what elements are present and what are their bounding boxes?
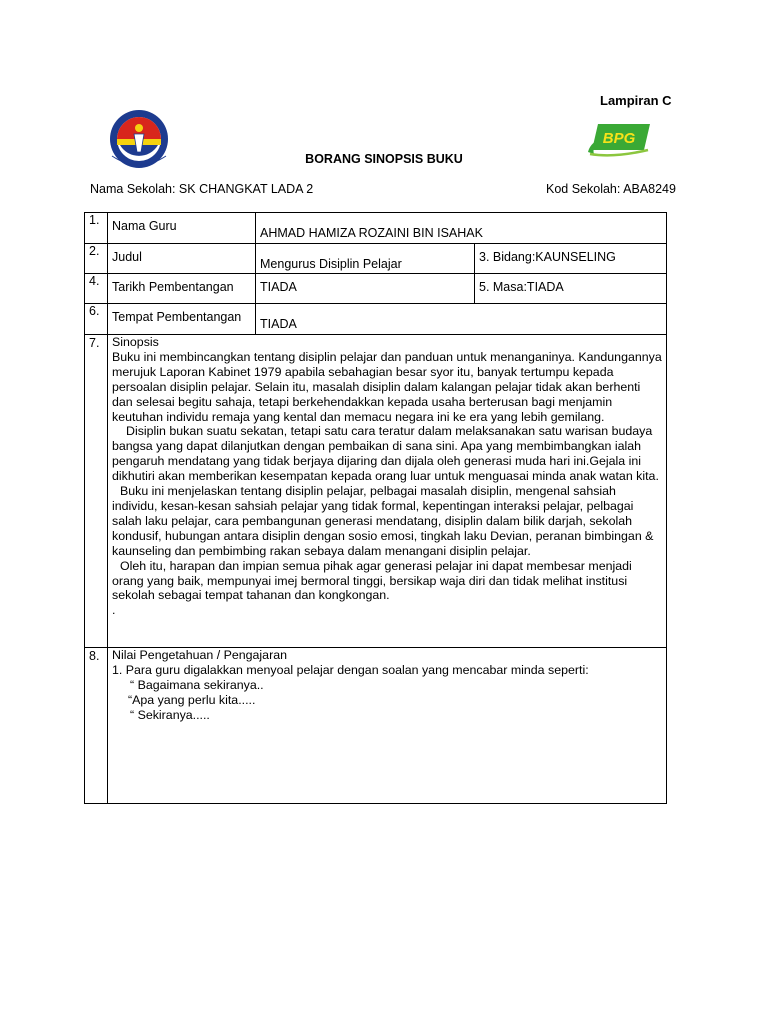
row-knowledge-values: [85, 648, 667, 804]
lampiran-label: Lampiran C: [600, 93, 672, 108]
row-number: 7.: [85, 335, 108, 648]
row-label: Tempat Pembentangan: [112, 310, 242, 324]
synopsis-label: Sinopsis: [112, 335, 159, 349]
date-value: TIADA: [260, 280, 297, 294]
row-presentation-place: [85, 304, 667, 335]
place-value: TIADA: [260, 317, 297, 331]
school-name: Nama Sekolah: SK CHANGKAT LADA 2: [90, 182, 314, 196]
field-value: 3. Bidang:KAUNSELING: [479, 250, 616, 264]
row-presentation-date: [85, 274, 667, 304]
row-label: Tarikh Pembentangan: [112, 280, 234, 294]
question-2: “Apa yang perlu kita.....: [128, 692, 256, 707]
row-number: 2.: [85, 244, 108, 274]
row-number: 1.: [85, 213, 108, 244]
question-1: “ Bagaimana sekiranya..: [130, 677, 264, 692]
synopsis-paragraph-2: Disiplin bukan suatu sekatan, tetapi satu cara teratur dalam melaksanakan satu warisan budaya bangsa yang dapat dilanjutkan dengan pembaikan di sana sini. Apa yang membimbangkan ialah pengaruh mendatang yang tidak berjaya dijaring dan dijala oleh generasi muda hari ini.Gejala ini dikhutiri akan memberikan kesempatan kepada orang luar untuk menguasai minda anak watan kita.: [112, 424, 659, 484]
synopsis-paragraph-3: Buku ini menjelaskan tentang disiplin pelajar, pelbagai masalah disiplin, mengenal sahsiah individu, kesan-kesan sahsiah pelajar yang tidak formal, kepentingan interaksi pelajar, pelbagai salah laku pelajar, cara pembangunan generasi mendatang, disiplin dalam bilik darjah, sekolah kondusif, hubungan antara disiplin dengan sosio emosi, tingkah laku Devian, peranan bimbingan & kaunseling dan pembimbing rakan sebaya dalam menangani disiplin pelajar.: [112, 484, 654, 558]
row-synopsis: [85, 335, 667, 648]
question-3: “ Sekiranya.....: [130, 707, 210, 722]
form-title: BORANG SINOPSIS BUKU: [305, 152, 463, 166]
row-title: [85, 244, 667, 274]
row-number: 4.: [85, 274, 108, 304]
synopsis-paragraph-1: Buku ini membincangkan tentang disiplin pelajar dan panduan untuk menanganinya. Kandungannya merujuk Laporan Kabinet 1979 apabila sebahagian besar syor itu, banyak tertumpu kepada persoalan disiplin pelajar. Selain itu, masalah disiplin dalam kalangan pelajar tidak akan berhenti dan selesai begitu sahaja, tetapi berkehendakkan kepada usaha berterusan bagi menjamin keutuhan individu remaja yang kental dan memacu negara ini ke era yang lebih gemilang.: [112, 349, 662, 424]
row-teacher-name: [85, 213, 667, 244]
synopsis-paragraph-4: Oleh itu, harapan dan impian semua pihak agar generasi pelajar ini dapat membesar menjadi orang yang baik, mempunyai imej bermoral tinggi, bersikap waja diri dan tidak melihat institusi sekolah sebagai tempat tahanan dan kongkongan.: [112, 558, 632, 603]
synopsis-paragraph-5: .: [112, 603, 116, 618]
row-label: Judul: [112, 250, 142, 264]
row-label: Nama Guru: [112, 219, 177, 233]
bpg-logo-text: BPG: [602, 130, 636, 147]
row-number: 6.: [85, 304, 108, 335]
row-number: 8.: [85, 648, 108, 804]
values-label: Nilai Pengetahuan / Pengajaran: [112, 648, 287, 662]
school-code: Kod Sekolah: ABA8249: [546, 182, 676, 196]
book-title-value: Mengurus Disiplin Pelajar: [260, 257, 402, 271]
values-line-1: 1. Para guru digalakkan menyoal pelajar dengan soalan yang mencabar minda seperti:: [112, 662, 589, 677]
time-value: 5. Masa:TIADA: [479, 280, 564, 294]
teacher-name-value: AHMAD HAMIZA ROZAINI BIN ISAHAK: [260, 226, 483, 240]
synopsis-form-table: [84, 212, 667, 804]
